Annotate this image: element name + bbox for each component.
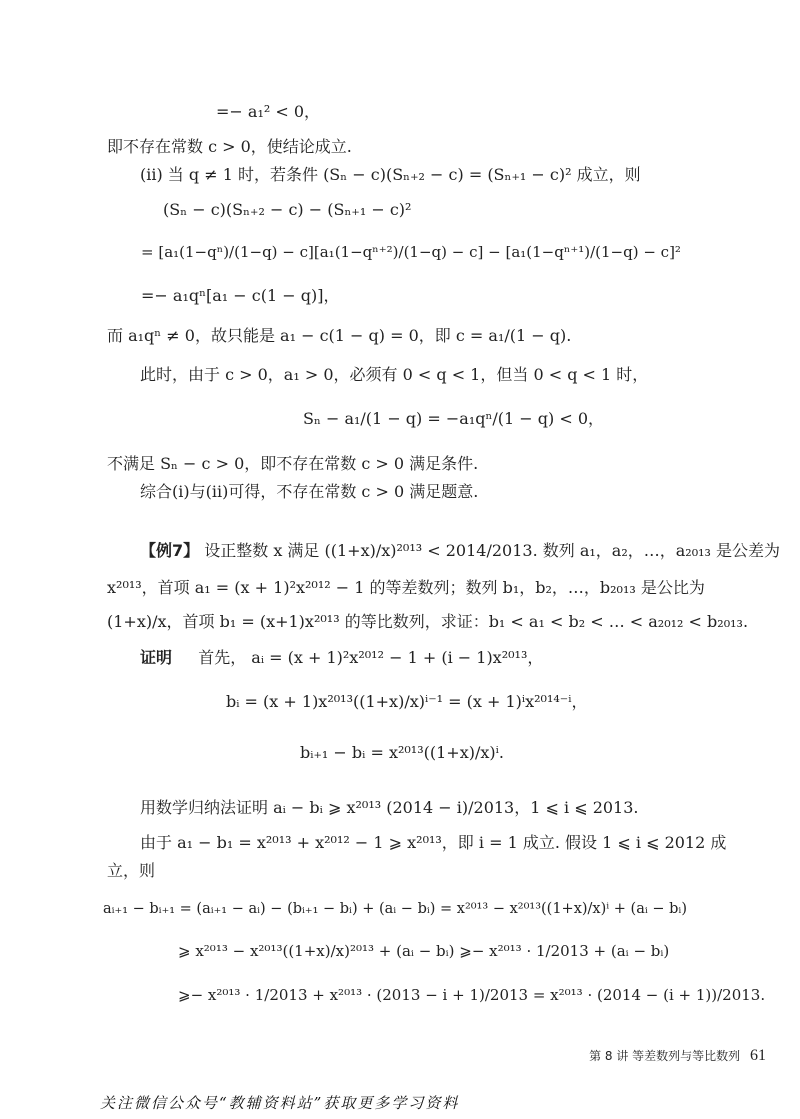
line-12: 设正整数 x 满足 ((1+x)/x)²⁰¹³ < 2014/2013. 数列 a₁，a₂，…，a₂₀₁₃ 是公差为	[204, 541, 781, 560]
line-23: ⩾− x²⁰¹³ · 1/2013 + x²⁰¹³ · (2013 − i + 1)/2013 = x²⁰¹³ · (2014 − (i + 1))/2013.	[178, 986, 766, 1004]
line-16: bᵢ = (x + 1)x²⁰¹³((1+x)/x)ⁱ⁻¹ = (x + 1)ⁱx²⁰¹⁴⁻ⁱ，	[226, 692, 588, 711]
line-20: 立，则	[107, 861, 156, 880]
line-6: =− a₁qⁿ[a₁ − c(1 − q)]，	[141, 286, 340, 305]
line-7: 而 a₁qⁿ ≠ 0，故只能是 a₁ − c(1 − q) = 0，即 c = a₁/(1 − q).	[107, 326, 572, 345]
line-3: (ii) 当 q ≠ 1 时，若条件 (Sₙ − c)(Sₙ₊₂ − c) = (Sₙ₊₁ − c)² 成立，则	[140, 165, 641, 184]
line-1: =− a₁² < 0，	[216, 102, 321, 121]
line-13: x²⁰¹³，首项 a₁ = (x + 1)²x²⁰¹² − 1 的等差数列；数列 b₁，b₂，…，b₂₀₁₃ 是公比为	[107, 578, 705, 597]
line-14: (1+x)/x，首项 b₁ = (x+1)x²⁰¹³ 的等比数列，求证：b₁ < a₁ < b₂ < … < a₂₀₁₂ < b₂₀₁₃.	[107, 612, 749, 631]
line-5: = [a₁(1−qⁿ)/(1−q) − c][a₁(1−qⁿ⁺²)/(1−q) − c] − [a₁(1−qⁿ⁺¹)/(1−q) − c]²	[141, 243, 681, 261]
line-2: 即不存在常数 c > 0，使结论成立.	[107, 137, 352, 156]
proof-start	[140, 650, 543, 666]
page-number: 61	[750, 1047, 766, 1064]
line-21: aᵢ₊₁ − bᵢ₊₁ = (aᵢ₊₁ − aᵢ) − (bᵢ₊₁ − bᵢ) + (aᵢ − bᵢ) = x²⁰¹³ − x²⁰¹³((1+x)/x)ⁱ + (aᵢ − bᵢ)	[103, 901, 687, 917]
line-11: 综合(i)与(ii)可得，不存在常数 c > 0 满足题意.	[140, 482, 479, 501]
line-15: 首先， aᵢ = (x + 1)²x²⁰¹² − 1 + (i − 1)x²⁰¹³，	[198, 648, 544, 667]
line-19: 由于 a₁ − b₁ = x²⁰¹³ + x²⁰¹² − 1 ⩾ x²⁰¹³，即 i = 1 成立. 假设 1 ⩽ i ⩽ 2012 成	[140, 833, 727, 852]
line-18: 用数学归纳法证明 aᵢ − bᵢ ⩾ x²⁰¹³ (2014 − i)/2013，1 ⩽ i ⩽ 2013.	[140, 798, 639, 817]
line-10: 不满足 Sₙ − c > 0，即不存在常数 c > 0 满足条件.	[107, 454, 479, 473]
line-22: ⩾ x²⁰¹³ − x²⁰¹³((1+x)/x)²⁰¹³ + (aᵢ − bᵢ) ⩾− x²⁰¹³ · 1/2013 + (aᵢ − bᵢ)	[178, 942, 670, 960]
example-label: 【例7】	[140, 541, 200, 560]
watermark-text: 关注微信公众号“教辅资料站”获取更多学习资料	[100, 1094, 460, 1112]
line-4: (Sₙ − c)(Sₙ₊₂ − c) − (Sₙ₊₁ − c)²	[163, 200, 412, 219]
example-7	[140, 543, 780, 559]
chapter-title: 第 8 讲 等差数列与等比数列	[589, 1049, 741, 1063]
proof-label: 证明	[140, 648, 173, 667]
line-17: bᵢ₊₁ − bᵢ = x²⁰¹³((1+x)/x)ⁱ.	[300, 743, 504, 762]
line-8: 此时，由于 c > 0，a₁ > 0，必须有 0 < q < 1，但当 0 < q < 1 时，	[140, 365, 649, 384]
page-footer	[589, 1047, 766, 1065]
line-9: Sₙ − a₁/(1 − q) = −a₁qⁿ/(1 − q) < 0，	[303, 409, 605, 428]
